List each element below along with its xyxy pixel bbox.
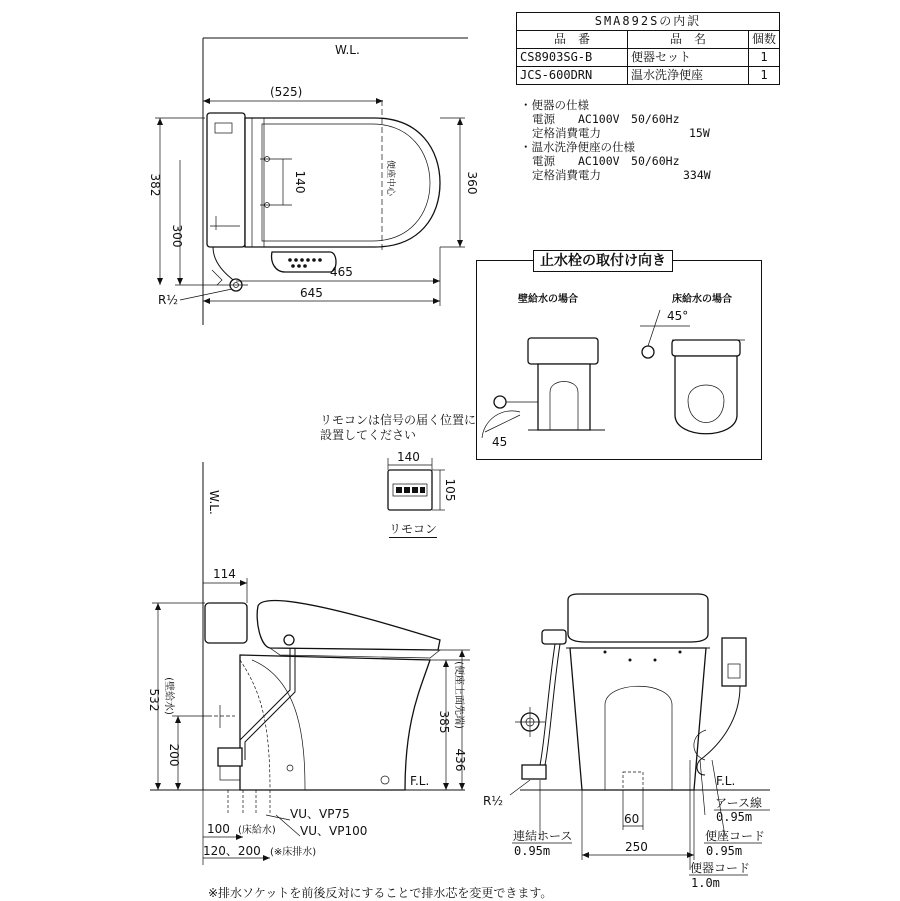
valve-panel-drawings bbox=[482, 309, 745, 449]
wall-angle-label: 45 bbox=[492, 435, 508, 449]
dim-300: 300 bbox=[170, 224, 184, 248]
side-tank bbox=[205, 603, 247, 643]
dim-100-note: (床給水) bbox=[238, 825, 276, 836]
hose-label: 連結ホース bbox=[513, 829, 573, 843]
fl-label-front: F.L. bbox=[716, 774, 736, 788]
seat-cord-label: 便座コード bbox=[705, 829, 766, 843]
dim-645: 645 bbox=[300, 286, 323, 300]
dim-382: 382 bbox=[148, 173, 162, 197]
floor-tank-view bbox=[672, 340, 740, 356]
valve-panel-title: 止水栓の取付け向き bbox=[533, 250, 673, 272]
dim-436: 436 bbox=[453, 748, 467, 772]
supply-hose bbox=[213, 247, 236, 282]
toilet-rated-value: 15W bbox=[689, 126, 710, 140]
wl-label: W.L. bbox=[335, 43, 360, 57]
dim-250: 250 bbox=[625, 840, 648, 854]
remote-note-line2: 設置してください bbox=[320, 428, 417, 442]
floor-bowl-view bbox=[675, 356, 737, 434]
side-valve bbox=[218, 748, 242, 766]
toilet-spec-power: 電源 AC100V 50/60Hz bbox=[532, 112, 680, 126]
dim-100: 100 bbox=[207, 822, 230, 836]
side-bowl bbox=[240, 655, 430, 790]
floor-supply-label: 床給水の場合 bbox=[672, 294, 732, 305]
dim-120-200: 120、200 bbox=[203, 844, 261, 858]
seat-rated-value: 334W bbox=[683, 168, 711, 182]
part-qty: 1 bbox=[749, 67, 780, 85]
control-panel bbox=[272, 252, 336, 272]
part-code: CS8903SG-B bbox=[517, 49, 628, 67]
wl-label-side: W.L. bbox=[207, 490, 221, 515]
front-bowl bbox=[570, 648, 706, 790]
toilet-cord-label: 便器コード bbox=[690, 861, 751, 875]
floor-valve bbox=[642, 346, 654, 358]
dim-532: 532 bbox=[147, 688, 161, 712]
dim-525: (525) bbox=[270, 85, 303, 99]
dim-140: 140 bbox=[293, 170, 307, 194]
part-name: 温水洗浄便座 bbox=[628, 67, 749, 85]
fl-label-side: F.L. bbox=[410, 774, 430, 788]
parts-table-title: SMA892Sの内訳 bbox=[517, 13, 780, 31]
toilet-cord-length: 1.0m bbox=[691, 876, 720, 890]
hose-length: 0.95m bbox=[514, 844, 551, 858]
remote-note-line1: リモコンは信号の届く位置に bbox=[320, 413, 477, 427]
dim-200: 200 bbox=[167, 743, 181, 767]
dim-360: 360 bbox=[465, 171, 479, 195]
dim-114: 114 bbox=[213, 567, 236, 581]
seat-spec-power: 電源 AC100V 50/60Hz bbox=[532, 154, 680, 168]
r-half-label-front: R½ bbox=[483, 794, 503, 808]
dim-436-note: (便座上面先端) bbox=[453, 661, 464, 729]
wall-tank-view bbox=[528, 338, 598, 364]
vu75-label: VU、VP75 bbox=[290, 807, 350, 821]
wall-bowl-view bbox=[538, 364, 590, 430]
part-name: 便器セット bbox=[628, 49, 749, 67]
earth-label: アース線 bbox=[715, 796, 763, 810]
part-qty: 1 bbox=[749, 49, 780, 67]
power-cord bbox=[697, 686, 740, 775]
part-code: JCS-600DRN bbox=[517, 67, 628, 85]
remote-width: 140 bbox=[397, 450, 420, 464]
side-view bbox=[147, 462, 470, 865]
remote-height: 105 bbox=[443, 478, 457, 502]
front-stop-valve bbox=[522, 765, 546, 779]
header-code: 品 番 bbox=[517, 31, 628, 49]
seat-cord-length: 0.95m bbox=[706, 844, 743, 858]
dim-60: 60 bbox=[624, 812, 640, 826]
toilet-spec-heading: ・便器の仕様 bbox=[520, 98, 589, 112]
dim-465: 465 bbox=[330, 265, 353, 279]
footnote: ※排水ソケットを前後反対にすることで排水芯を変更できます。 bbox=[208, 886, 553, 900]
power-outlet bbox=[722, 638, 746, 686]
header-name: 品 名 bbox=[628, 31, 749, 49]
earth-length: 0.95m bbox=[716, 810, 753, 824]
dim-385: 385 bbox=[437, 710, 451, 734]
r-half-label: R½ bbox=[158, 293, 178, 307]
seat-spec-heading: ・温水洗浄便座の仕様 bbox=[520, 140, 635, 154]
wall-supply-label: 壁給水の場合 bbox=[518, 294, 578, 305]
center-mark-label: 便座中心 bbox=[385, 159, 395, 197]
front-view bbox=[483, 594, 770, 890]
header-qty: 個数 bbox=[749, 31, 780, 49]
front-control bbox=[542, 630, 566, 644]
remote-caption: リモコン bbox=[389, 522, 438, 536]
toilet-rated-label: 定格消費電力 bbox=[532, 126, 601, 140]
vu100-label: VU、VP100 bbox=[300, 824, 368, 838]
dim-532-note: (壁給水) bbox=[163, 677, 174, 715]
front-lid bbox=[568, 594, 708, 642]
seat-rated-label: 定格消費電力 bbox=[532, 168, 601, 182]
dim-120-200-note: (※床排水) bbox=[270, 847, 317, 858]
plan-view bbox=[148, 38, 479, 325]
supply-joint bbox=[284, 635, 294, 645]
floor-angle-label: 45° bbox=[667, 309, 689, 323]
wall-valve bbox=[494, 396, 506, 408]
remote-drawing bbox=[388, 450, 457, 510]
